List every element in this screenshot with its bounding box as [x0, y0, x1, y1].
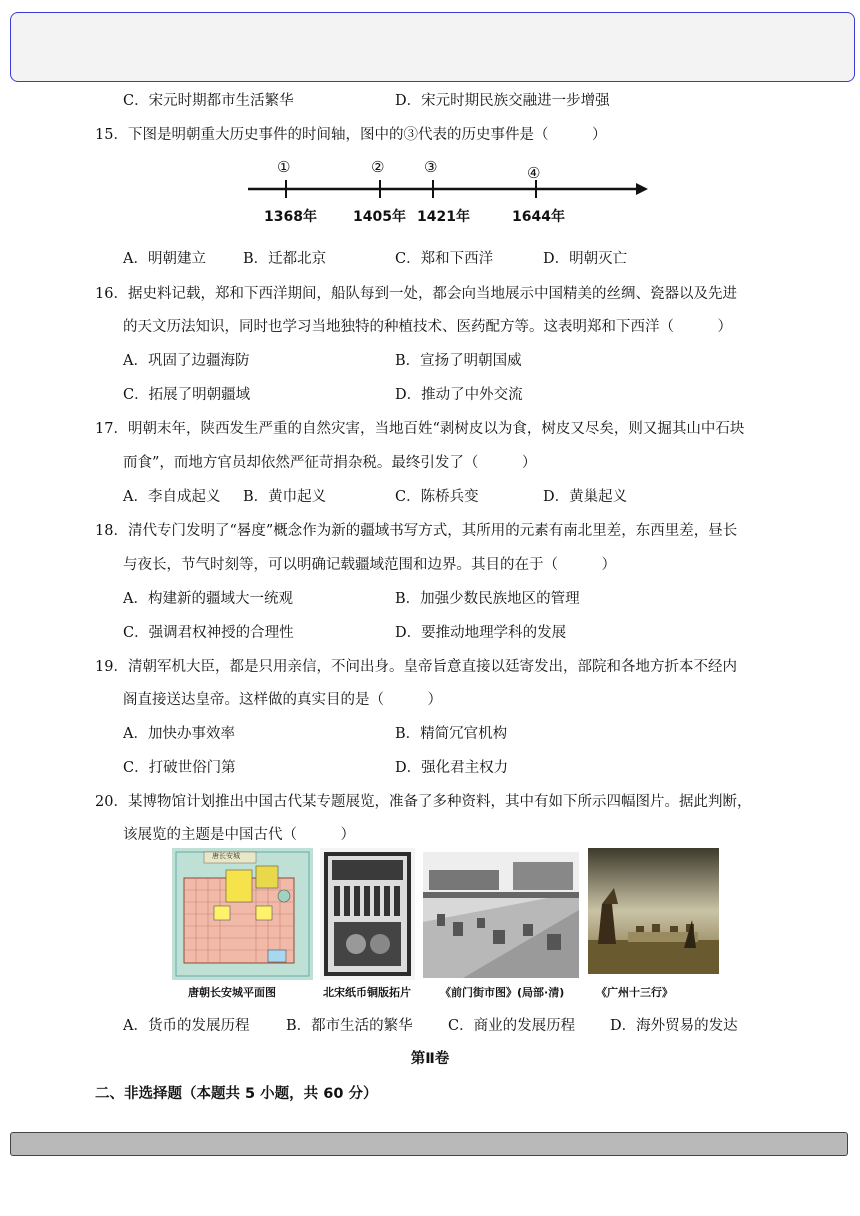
q19-stem-line1: 19．清朝军机大臣，都是只用亲信，不问出身。皇帝旨意直接以廷寄发出，部院和各地方折本不经内	[95, 659, 737, 675]
caption-thirteen-hongs: 《广州十三行》	[596, 986, 673, 999]
caption-changan-map: 唐朝长安城平面图	[188, 986, 276, 999]
q18-stem-line1: 18．清代专门发明了“晷度”概念作为新的疆域书写方式，其所用的元素有南北里差，东西里差，昼长	[95, 523, 738, 539]
timeline-year-1: 1368年	[264, 209, 317, 225]
section-title: 二、非选择题（本题共 5 小题，共 60 分）	[95, 1086, 378, 1102]
q20-option-b: B．都市生活的繁华	[286, 1018, 413, 1034]
caption-qianmen: 《前门街市图》(局部·清)	[440, 986, 565, 999]
q15-option-d: D．明朝灭亡	[543, 251, 628, 267]
guangzhou-thirteen-hongs-image	[588, 848, 719, 974]
qianmen-street-image	[423, 852, 579, 978]
q16-option-c: C．拓展了明朝疆域	[123, 387, 251, 403]
timeline-year-2: 1405年	[353, 209, 406, 225]
changan-map-image	[172, 848, 313, 980]
q20-stem-line2: 该展览的主题是中国古代（ ）	[123, 827, 355, 843]
q14-option-d: D．宋元时期民族交融进一步增强	[395, 93, 610, 109]
q17-option-d: D．黄巢起义	[543, 489, 628, 505]
q17-option-a: A．李自成起义	[123, 489, 221, 505]
q18-option-a: A．构建新的疆域大一统观	[123, 591, 293, 607]
q19-option-d: D．强化君主权力	[395, 760, 509, 776]
q20-stem-line1: 20．某博物馆计划推出中国古代某专题展览，准备了多种资料，其中有如下所示四幅图片。据此判断，	[95, 794, 752, 810]
q17-stem-line2: 而食”，而地方官员却依然严征苛捐杂税。最终引发了（ ）	[123, 455, 537, 471]
banknote-rubbing-image	[320, 848, 415, 980]
timeline-marker-1: ①	[277, 158, 291, 176]
header-box	[10, 12, 855, 82]
q19-option-b: B．精简冗官机构	[395, 726, 508, 742]
q20-option-d: D．海外贸易的发达	[610, 1018, 738, 1034]
q19-option-c: C．打破世俗门第	[123, 760, 236, 776]
timeline-year-3: 1421年	[417, 209, 470, 225]
q15-timeline	[240, 158, 660, 230]
q17-option-b: B．黄巾起义	[243, 489, 327, 505]
timeline-year-4: 1644年	[512, 209, 565, 225]
q16-stem-line1: 16．据史料记载，郑和下西洋期间，船队每到一处，都会向当地展示中国精美的丝绸、瓷器以及先进	[95, 286, 737, 302]
q19-stem-line2: 阁直接送达皇帝。这样做的真实目的是（ ）	[123, 692, 442, 708]
footer-bar	[10, 1132, 848, 1156]
q18-option-d: D．要推动地理学科的发展	[395, 625, 567, 641]
q15-option-b: B．迁都北京	[243, 251, 327, 267]
timeline-marker-4: ④	[527, 164, 541, 182]
q18-option-b: B．加强少数民族地区的管理	[395, 591, 580, 607]
q15-option-a: A．明朝建立	[123, 251, 206, 267]
map-inner-label: 唐长安城	[212, 852, 240, 860]
q16-stem-line2: 的天文历法知识，同时也学习当地独特的种植技术、医药配方等。这表明郑和下西洋（ ）	[123, 319, 732, 335]
q16-option-d: D．推动了中外交流	[395, 387, 523, 403]
q16-option-b: B．宣扬了明朝国威	[395, 353, 522, 369]
timeline-marker-3: ③	[424, 158, 438, 176]
caption-banknote: 北宋纸币铜版拓片	[323, 986, 411, 999]
q18-option-c: C．强调君权神授的合理性	[123, 625, 294, 641]
q15-stem: 15．下图是明朝重大历史事件的时间轴，图中的③代表的历史事件是（ ）	[95, 127, 607, 143]
timeline-marker-2: ②	[371, 158, 385, 176]
q20-option-c: C．商业的发展历程	[448, 1018, 576, 1034]
q17-stem-line1: 17．明朝末年，陕西发生严重的自然灾害，当地百姓“剥树皮以为食，树皮又尽矣，则又掘其山中石块	[95, 421, 745, 437]
q15-option-c: C．郑和下西洋	[395, 251, 494, 267]
q17-option-c: C．陈桥兵变	[395, 489, 479, 505]
q19-option-a: A．加快办事效率	[123, 726, 235, 742]
q14-option-c: C．宋元时期都市生活繁华	[123, 93, 294, 109]
q20-option-a: A．货币的发展历程	[123, 1018, 250, 1034]
volume-title: 第Ⅱ卷	[410, 1051, 450, 1067]
q18-stem-line2: 与夜长，节气时刻等，可以明确记载疆域范围和边界。其目的在于（ ）	[123, 557, 616, 573]
q16-option-a: A．巩固了边疆海防	[123, 353, 250, 369]
